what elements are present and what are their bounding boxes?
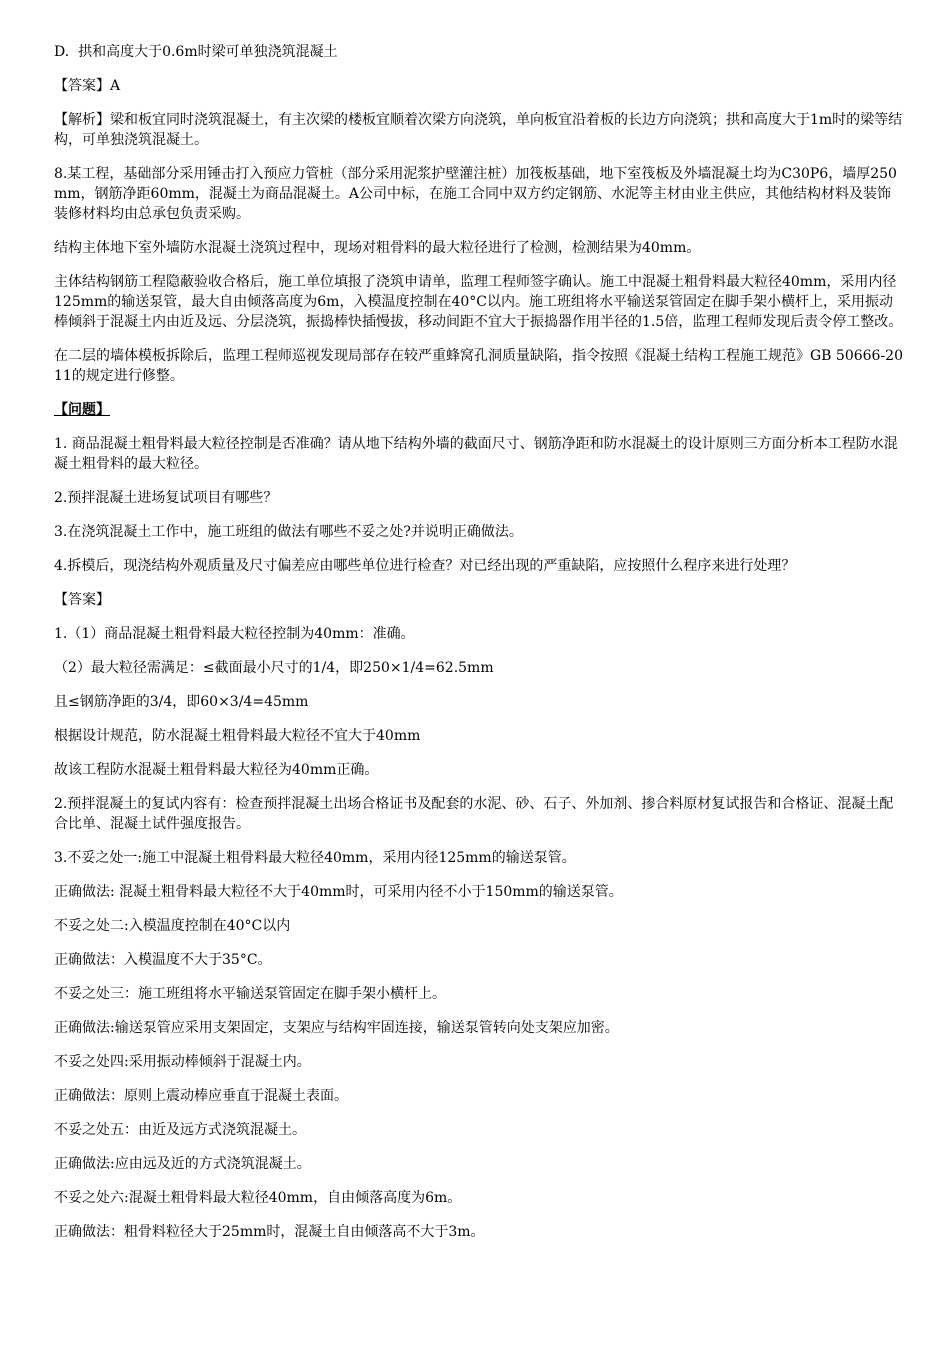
analysis-paragraph: 【解析】梁和板宜同时浇筑混凝土，有主次梁的楼板宜顺着次梁方向浇筑，单向板宜沿着板的长边方向浇筑；拱和高度大于1m时的梁等结构，可单独浇筑混凝土。 — [54, 112, 903, 148]
answer-3-fix-4: 正确做法：原则上震动棒应垂直于混凝土表面。 — [54, 1088, 348, 1104]
answer-label: 【答案】A — [54, 78, 121, 94]
case-detail-paragraph-3: 在二层的墙体模板拆除后，监理工程师巡视发现局部存在较严重蜂窝孔洞质量缺陷，指令按照《混凝土结构工程施工规范》GB 50666-2011的规定进行修整。 — [54, 348, 903, 384]
answer-1-part-5: 故该工程防水混凝土粗骨料最大粒径为40mm正确。 — [54, 762, 379, 778]
answer-3-issue-4: 不妥之处四:采用振动棒倾斜于混凝土内。 — [54, 1054, 311, 1070]
answer-3-fix-2: 正确做法：入模温度不大于35°C。 — [54, 952, 272, 968]
question-2: 2.预拌混凝土进场复试项目有哪些？ — [54, 490, 278, 506]
questions-heading: 【问题】 — [54, 402, 110, 418]
answer-3-fix-1: 正确做法: 混凝土粗骨料最大粒径不大于40mm时，可采用内径不小于150mm的输送泵管。 — [54, 884, 623, 900]
answer-3-fix-5: 正确做法:应由远及近的方式浇筑混凝土。 — [54, 1156, 311, 1172]
answer-3-issue-2: 不妥之处二:入模温度控制在40°C以内 — [54, 918, 291, 934]
question-3: 3.在浇筑混凝土工作中，施工班组的做法有哪些不妥之处?并说明正确做法。 — [54, 524, 523, 540]
case-detail-paragraph-2: 主体结构钢筋工程隐蔽验收合格后，施工单位填报了浇筑申请单，监理工程师签字确认。施工中混凝土粗骨料最大粒径40mm，采用内径125mm的输送泵管，最大自由倾落高度为6m，入模温度控制在40°C以内。施工班组将水平输送泵管固定在脚手架小横杆上，采用振动棒倾斜于混凝土内由近及远、分层浇筑，振捣棒快插慢拔，移动间距不宜大于振捣器作用半径的1.5倍，监理工程师发现后责令停工整改。 — [54, 274, 903, 330]
case-intro-paragraph: 8.某工程，基础部分采用锤击打入预应力管桩（部分采用泥浆护壁灌注桩）加筏板基础，地下室筏板及外墙混凝土均为C30P6，墙厚250mm，钢筋净距60mm，混凝土为商品混凝土。A公司中标，在施工合同中双方约定钢筋、水泥等主材由业主供应，其他结构材料及装饰装修材料均由总承包负责采购。 — [54, 166, 897, 222]
answer-1-part-4: 根据设计规范，防水混凝土粗骨料最大粒径不宜大于40mm — [54, 728, 421, 744]
question-1: 1. 商品混凝土粗骨料最大粒径控制是否准确？请从地下结构外墙的截面尺寸、钢筋净距和防水混凝土的设计原则三方面分析本工程防水混凝土粗骨料的最大粒径。 — [54, 436, 898, 472]
answer-3-issue-3: 不妥之处三：施工班组将水平输送泵管固定在脚手架小横杆上。 — [54, 986, 446, 1002]
question-4: 4.拆模后，现浇结构外观质量及尺寸偏差应由哪些单位进行检查？对已经出现的严重缺陷，应按照什么程序来进行处理？ — [54, 558, 796, 574]
answer-1-part-3: 且≤钢筋净距的3/4，即60×3/4=45mm — [54, 694, 309, 710]
answers-heading: 【答案】 — [54, 592, 110, 608]
answer-1-part-2: （2）最大粒径需满足：≤截面最小尺寸的1/4，即250×1/4=62.5mm — [54, 660, 494, 676]
answer-3-fix-6: 正确做法：粗骨料粒径大于25mm时，混凝土自由倾落高不大于3m。 — [54, 1224, 485, 1240]
case-detail-paragraph-1: 结构主体地下室外墙防水混凝土浇筑过程中，现场对粗骨料的最大粒径进行了检测，检测结果为40mm。 — [54, 240, 701, 256]
answer-1-part-1: 1.（1）商品混凝土粗骨料最大粒径控制为40mm：准确。 — [54, 626, 415, 642]
option-d: D. 拱和高度大于0.6m时梁可单独浇筑混凝土 — [54, 44, 338, 60]
document-page — [54, 42, 904, 1256]
answer-3-fix-3: 正确做法:输送泵管应采用支架固定，支架应与结构牢固连接，输送泵管转向处支架应加密。 — [54, 1020, 619, 1036]
answer-3-issue-6: 不妥之处六:混凝土粗骨料最大粒径40mm，自由倾落高度为6m。 — [54, 1190, 462, 1206]
answer-2: 2.预拌混凝土的复试内容有：检查预拌混凝土出场合格证书及配套的水泥、砂、石子、外加剂、掺合料原材复试报告和合格证、混凝土配合比单、混凝土试件强度报告。 — [54, 796, 894, 832]
answer-3-issue-5: 不妥之处五：由近及远方式浇筑混凝土。 — [54, 1122, 306, 1138]
answer-3-issue-1: 3.不妥之处一:施工中混凝土粗骨料最大粒径40mm，采用内径125mm的输送泵管。 — [54, 850, 576, 866]
